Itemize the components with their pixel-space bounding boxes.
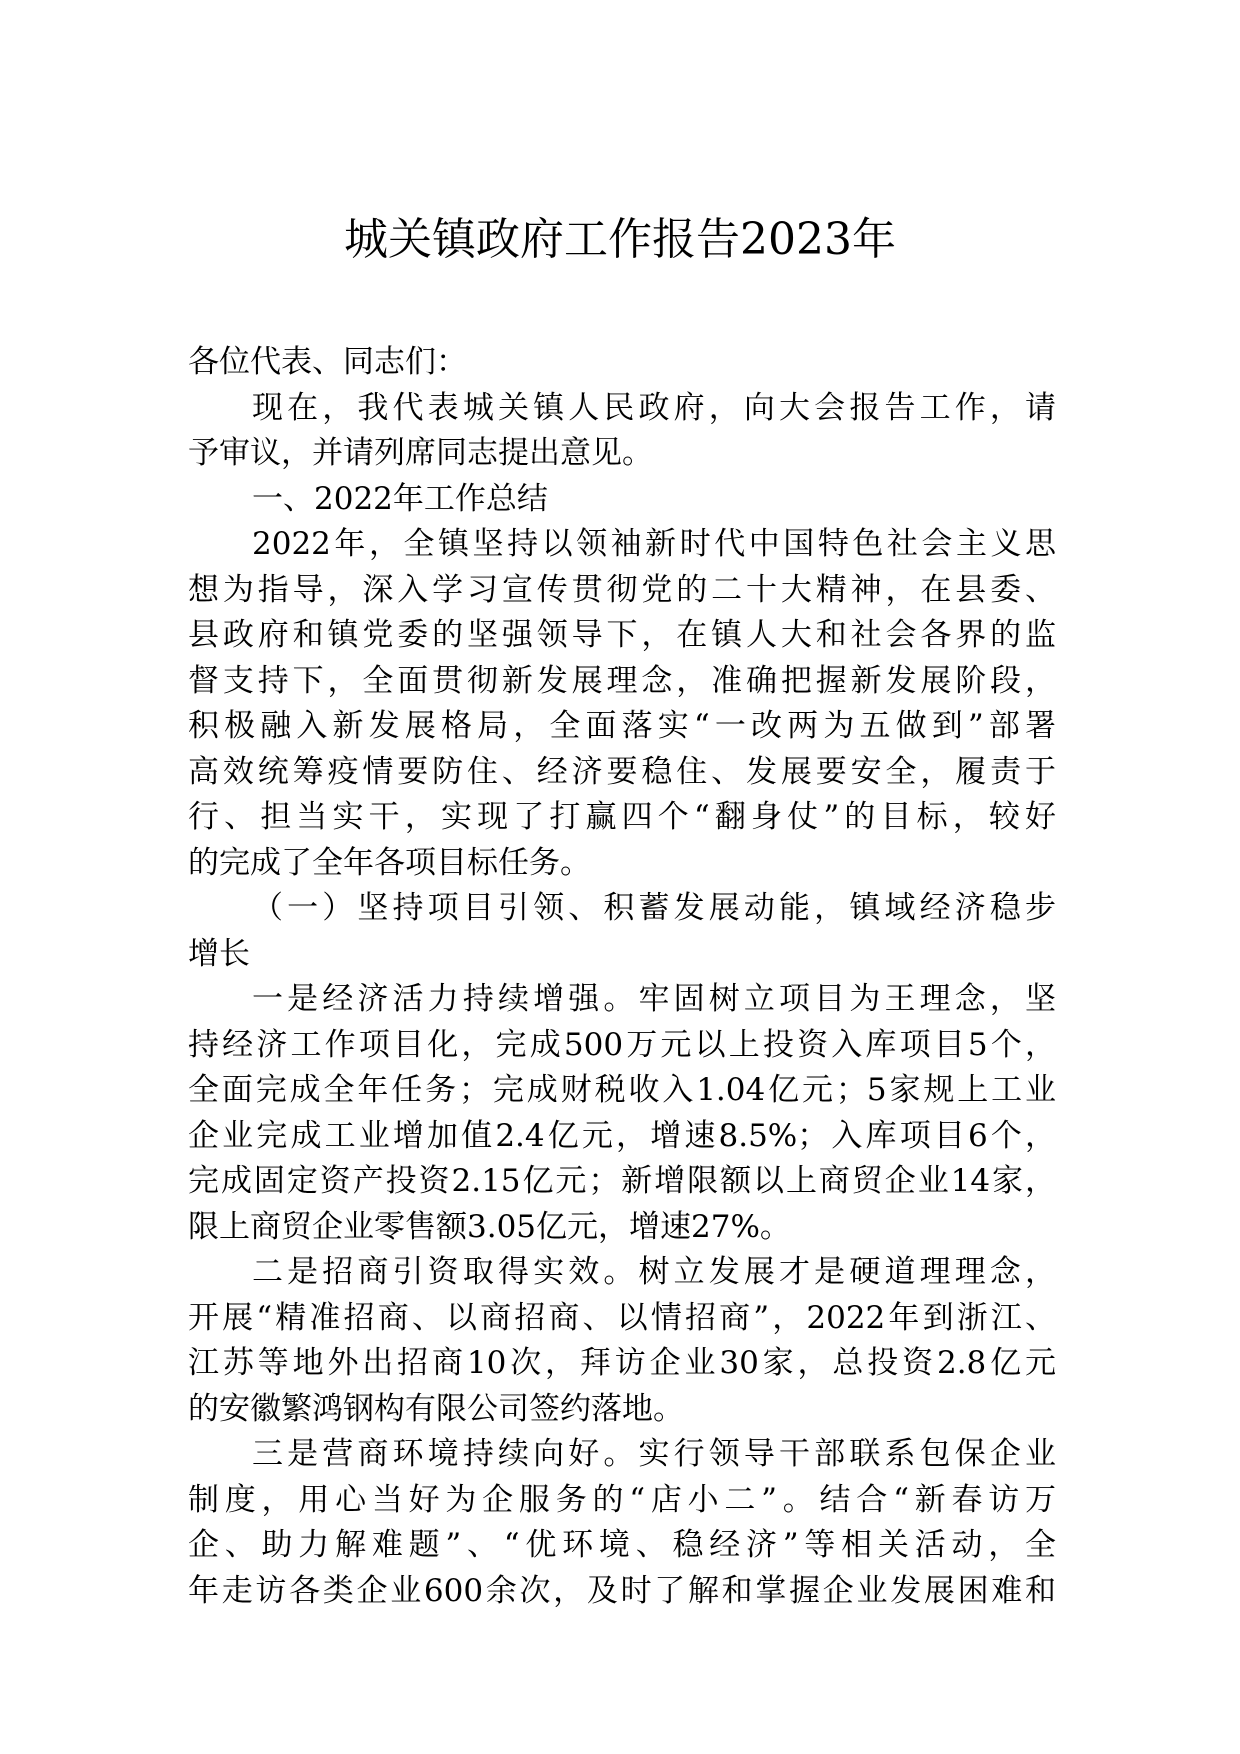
text-line: 积极融入新发展格局，全面落实“一改两为五做到”部署 <box>188 708 1056 744</box>
text-line: （一）坚持项目引领、积蓄发展动能，镇域经济稳步 <box>252 890 1056 926</box>
text-line: 予审议，并请列席同志提出意见。 <box>188 435 653 471</box>
text-line: 开展“精准招商、以商招商、以情招商”，2022年到浙江、 <box>188 1299 1056 1336</box>
text-line: 持经济工作项目化，完成500万元以上投资入库项目5个， <box>188 1026 1056 1063</box>
text-line: 的完成了全年各项目标任务。 <box>188 844 591 881</box>
text-line: 三是营商环境持续向好。实行领导干部联系包保企业 <box>252 1436 1056 1472</box>
text-line: 江苏等地外出招商10次，拜访企业30家，总投资2.8亿元 <box>188 1345 1056 1381</box>
text-line: 年走访各类企业600余次，及时了解和掌握企业发展困难和 <box>188 1572 1056 1609</box>
text-line: 二是招商引资取得实效。树立发展才是硬道理理念， <box>252 1254 1056 1290</box>
document-body <box>188 340 1056 1614</box>
text-line: 制度，用心当好为企服务的“店小二”。结合“新春访万 <box>188 1481 1056 1518</box>
text-line: 企业完成工业增加值2.4亿元，增速8.5%；入库项目6个， <box>188 1117 1056 1154</box>
text-line: 的安徽繁鸿钢构有限公司签约落地。 <box>188 1390 684 1427</box>
text-line: 一、2022年工作总结 <box>252 480 548 517</box>
body-text <box>188 340 1056 1614</box>
text-line: 督支持下，全面贯彻新发展理念，准确把握新发展阶段， <box>188 662 1056 699</box>
text-line: 2022年，全镇坚持以领袖新时代中国特色社会主义思 <box>252 526 1056 562</box>
text-line: 限上商贸企业零售额3.05亿元，增速27%。 <box>188 1208 791 1245</box>
text-line: 一是经济活力持续增强。牢固树立项目为王理念，坚 <box>252 981 1056 1017</box>
text-line: 行、担当实干，实现了打赢四个“翻身仗”的目标，较好 <box>188 799 1056 835</box>
text-line: 全面完成全年任务；完成财税收入1.04亿元；5家规上工业 <box>188 1072 1056 1108</box>
text-line: 企、助力解难题”、“优环境、稳经济”等相关活动，全 <box>188 1527 1056 1563</box>
text-line: 各位代表、同志们： <box>188 344 467 380</box>
text-line: 县政府和镇党委的坚强领导下，在镇人大和社会各界的监 <box>188 617 1056 653</box>
text-line: 现在，我代表城关镇人民政府，向大会报告工作，请 <box>252 389 1056 426</box>
document-title: 城关镇政府工作报告2023年 <box>344 214 896 265</box>
text-line: 增长 <box>188 935 250 972</box>
text-line: 想为指导，深入学习宣传贯彻党的二十大精神，在县委、 <box>188 571 1056 608</box>
text-line: 完成固定资产投资2.15亿元；新增限额以上商贸企业14家， <box>188 1163 1056 1199</box>
text-line: 高效统筹疫情要防住、经济要稳住、发展要安全，履责于 <box>188 753 1056 790</box>
